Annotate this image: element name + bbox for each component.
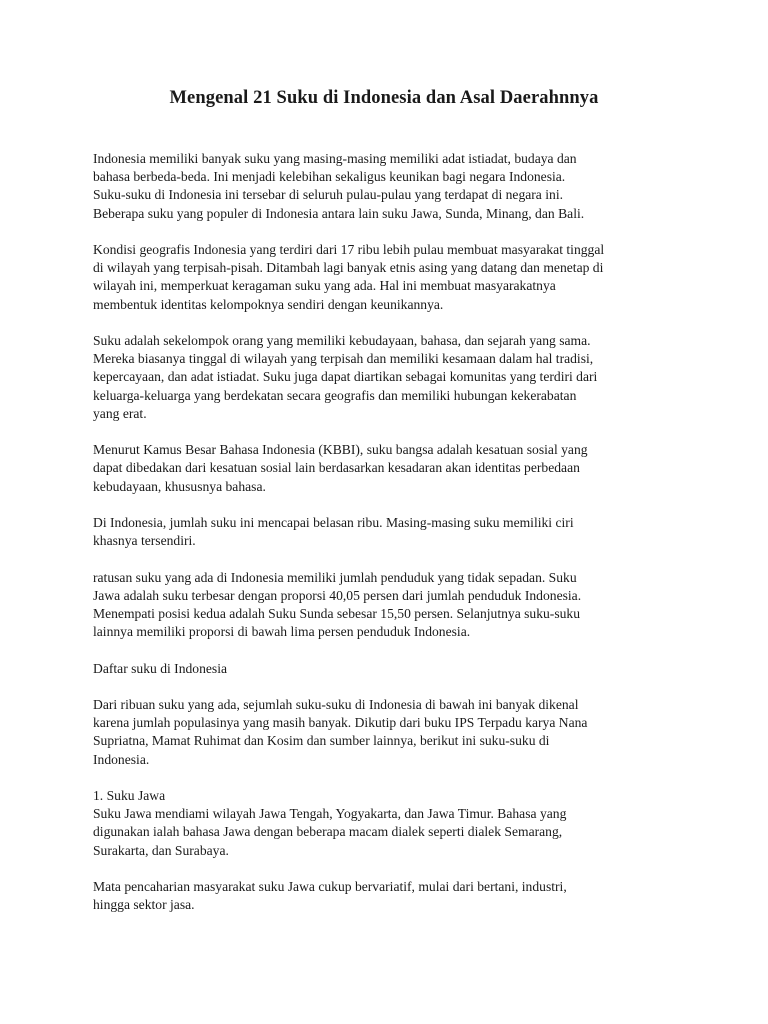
paragraph-mata-pencaharian	[93, 878, 693, 914]
text-line: di wilayah yang terpisah-pisah. Ditambah lagi banyak etnis asing yang datang dan menetap di	[93, 260, 604, 276]
paragraph-proporsi	[93, 569, 693, 642]
text-line: Suku adalah sekelompok orang yang memiliki kebudayaan, bahasa, dan sejarah yang sama.	[93, 333, 591, 348]
paragraph-kbbi	[93, 441, 693, 496]
text-line: kepercayaan, dan adat istiadat. Suku juga dapat diartikan sebagai komunitas yang terdiri dari	[93, 369, 598, 385]
text-line: Menurut Kamus Besar Bahasa Indonesia (KBBI), suku bangsa adalah kesatuan sosial yang	[93, 442, 588, 458]
text-line: khasnya tersendiri.	[93, 533, 196, 549]
paragraph-intro	[93, 150, 693, 223]
text-line: kebudayaan, khususnya bahasa.	[93, 478, 266, 494]
paragraph-geografis	[93, 241, 693, 314]
document-title: Mengenal 21 Suku di Indonesia dan Asal Daerahnnya	[169, 88, 599, 108]
text-line: Suku-suku di Indonesia ini tersebar di seluruh pulau-pulau yang terdapat di negara ini.	[93, 187, 563, 203]
text-line: Di Indonesia, jumlah suku ini mencapai belasan ribu. Masing-masing suku memiliki ciri	[93, 515, 574, 530]
text-line: Suku Jawa mendiami wilayah Jawa Tengah, Yogyakarta, dan Jawa Timur. Bahasa yang	[93, 806, 567, 822]
text-line: hingga sektor jasa.	[93, 897, 195, 913]
text-line: membentuk identitas kelompoknya sendiri dengan keunikannya.	[93, 296, 444, 312]
text-line: karena jumlah populasinya yang masih banyak. Dikutip dari buku IPS Terpadu karya Nana	[93, 715, 588, 731]
paragraph-jumlah-suku	[93, 514, 693, 550]
paragraph-daftar-intro	[93, 696, 693, 769]
text-line: ratusan suku yang ada di Indonesia memiliki jumlah penduduk yang tidak sepadan. Suku	[93, 569, 577, 585]
text-line: Surakarta, dan Surabaya.	[93, 842, 229, 858]
text-line: yang erat.	[93, 405, 147, 421]
text-line: bahasa berbeda-beda. Ini menjadi kelebihan sekaligus keunikan bagi negara Indonesia.	[93, 169, 566, 185]
text-line: keluarga-keluarga yang berdekatan secara geografis dan memiliki hubungan kekerabatan	[93, 387, 577, 403]
text-line: Jawa adalah suku terbesar dengan proporsi 40,05 persen dari jumlah penduduk Indonesia.	[93, 587, 582, 603]
text-line: Menempati posisi kedua adalah Suku Sunda sebesar 15,50 persen. Selanjutnya suku-suku	[93, 606, 581, 621]
text-line: Supriatna, Mamat Ruhimat dan Kosim dan sumber lainnya, berikut ini suku-suku di	[93, 733, 550, 749]
text-line: Indonesia.	[93, 751, 150, 767]
text-line: Mata pencaharian masyarakat suku Jawa cukup bervariatif, mulai dari bertani, industri,	[93, 878, 567, 894]
text-line: lainnya memiliki proporsi di bawah lima persen penduduk Indonesia.	[93, 624, 471, 640]
document-body	[93, 150, 693, 914]
list-item-heading: 1. Suku Jawa	[93, 787, 166, 803]
paragraph-definisi-suku	[93, 332, 693, 423]
text-line: Beberapa suku yang populer di Indonesia antara lain suku Jawa, Sunda, Minang, dan Bali.	[93, 205, 585, 221]
paragraph-suku-jawa	[93, 787, 693, 860]
text-line: Kondisi geografis Indonesia yang terdiri dari 17 ribu lebih pulau membuat masyarakat tinggal	[93, 242, 605, 257]
text-line: Indonesia memiliki banyak suku yang masing-masing memiliki adat istiadat, budaya dan	[93, 151, 577, 166]
text-line: Mereka biasanya tinggal di wilayah yang terpisah dan memiliki kesamaan dalam hal tradisi,	[93, 351, 594, 367]
text-line: digunakan ialah bahasa Jawa dengan beberapa macam dialek seperti dialek Semarang,	[93, 824, 563, 840]
text-line: wilayah ini, memperkuat keragaman suku yang ada. Hal ini membuat masyarakatnya	[93, 278, 556, 294]
text-line: Dari ribuan suku yang ada, sejumlah suku-suku di Indonesia di bawah ini banyak dikenal	[93, 696, 579, 712]
section-heading-daftar-suku	[93, 660, 693, 678]
text-line: dapat dibedakan dari kesatuan sosial lain berdasarkan kesadaran akan identitas perbedaan	[93, 460, 580, 476]
text-line: Daftar suku di Indonesia	[93, 660, 228, 676]
